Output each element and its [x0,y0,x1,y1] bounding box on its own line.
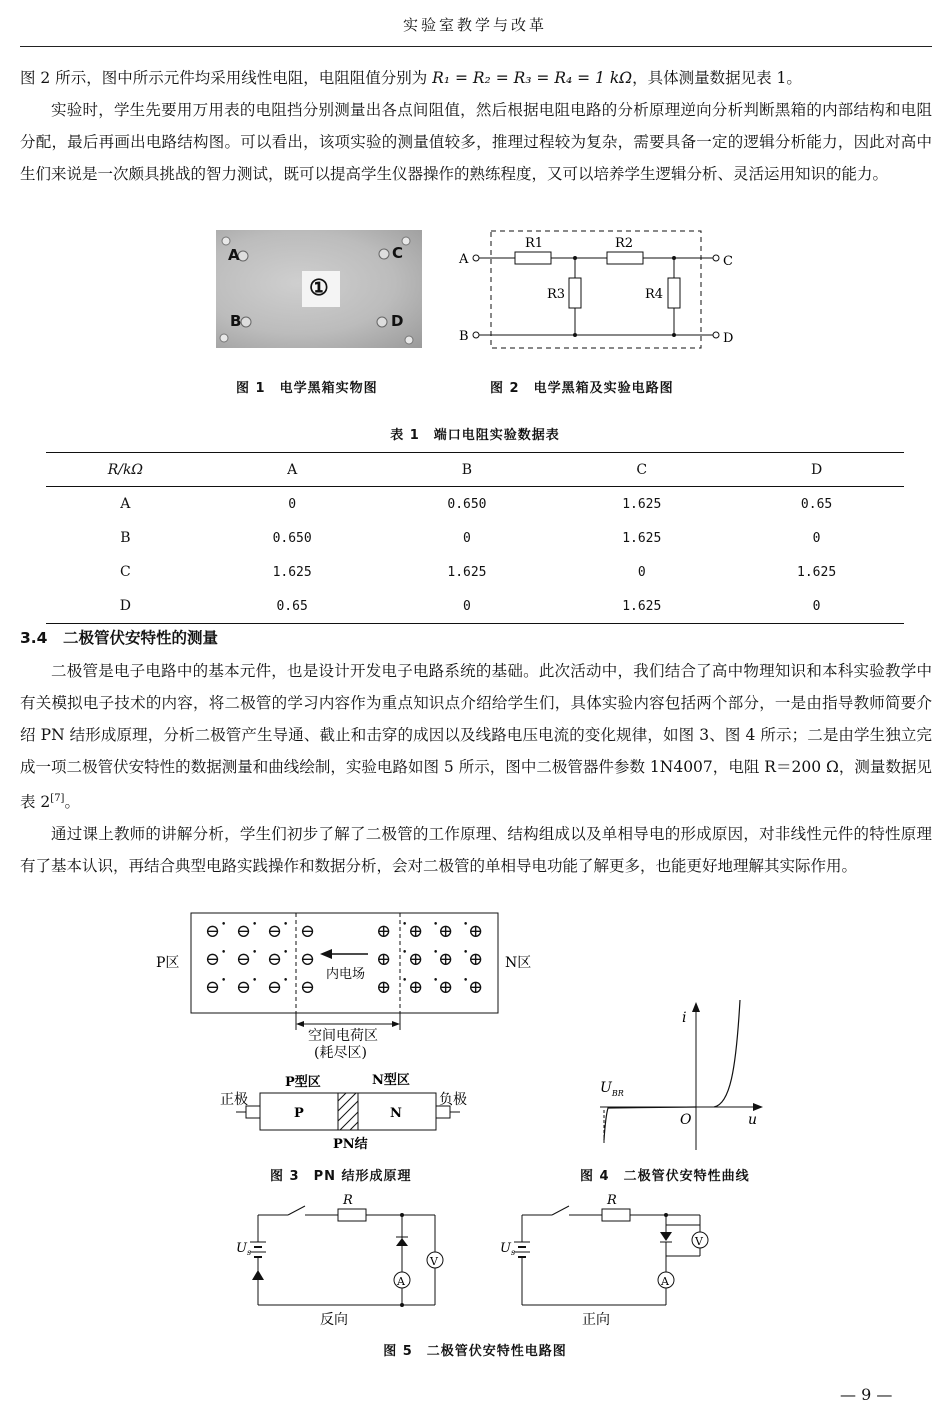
n-region-label: N区 [505,955,532,971]
section-heading: 3.4 二极管伏安特性的测量 [20,629,218,647]
diode-test-circuits [230,1190,720,1330]
svg-text:•: • [402,976,408,986]
voltmeter-symbol: V [430,1255,438,1268]
column-header: C [554,453,729,487]
figure-1-caption: 图 1 电学黑箱实物图 [236,381,378,396]
svg-text:•: • [433,948,439,958]
svg-text:•: • [221,948,227,958]
black-box-photo [216,230,422,348]
table-cell: 1.625 [622,530,662,546]
depletion-label: (耗尽区) [314,1045,367,1061]
header-rule [20,46,932,47]
svg-text:⊖: ⊖ [300,921,316,942]
table-cell: 1.625 [554,589,729,624]
running-header: 实验室教学与改革 [402,16,547,34]
table-cell: 0.650 [272,530,312,546]
resistor-label: R [343,1193,353,1208]
svg-text:•: • [463,920,469,930]
section-paragraph-2: 通过课上教师的讲解分析，学生们初步了解了二极管的工作原理、结构组成以及单相导电的形成原因，对非线性元件的特性原理有了基本认识，再结合典型电路实践操作和数据分析，会对二极管的单相导电功能了解更多，也能更好地理解其实际作用。 [20,825,932,876]
node-a-label: A [459,252,469,267]
r1-label: R1 [525,236,544,251]
figure-4-caption: 图 4 二极管伏安特性曲线 [580,1169,750,1184]
photo-label-a: A [228,246,240,264]
p-type-label: P型区 [285,1075,321,1090]
citation-ref: [7] [50,793,65,804]
svg-text:⊖: ⊖ [236,977,252,998]
table-cell: 0.650 [447,496,487,512]
svg-text:⊕: ⊕ [438,921,454,942]
photo-label-d: D [391,312,404,330]
photo-label-b: B [230,312,242,330]
svg-text:•: • [433,976,439,986]
resistor-label: R [607,1193,617,1208]
svg-text:•: • [283,948,289,958]
iv-curve-figure [590,1000,790,1155]
table-row [46,555,904,589]
svg-text:⊖: ⊖ [205,977,221,998]
source-label: $U_s$ [500,1241,516,1257]
reverse-label: 反向 [320,1312,348,1328]
svg-text:⊕: ⊕ [408,921,424,942]
figure-2-caption: 图 2 电学黑箱及实验电路图 [490,381,674,396]
svg-text:⊕: ⊕ [438,949,454,970]
row-label: D [46,589,205,624]
svg-text:•: • [252,976,258,986]
ammeter-symbol: A [661,1275,669,1288]
svg-text:⊖: ⊖ [205,949,221,970]
svg-text:•: • [252,948,258,958]
svg-text:⊕: ⊕ [468,921,484,942]
table-cell: 0 [380,589,555,624]
black-box-circuit [455,225,740,355]
cathode-label: 负极 [439,1092,467,1108]
table-cell: 0 [288,496,297,512]
svg-text:•: • [463,976,469,986]
node-d-label: D [723,331,734,346]
node-b-label: B [459,329,469,344]
r3-label: R3 [547,287,566,302]
n-block-label: N [390,1106,402,1121]
resistance-formula: R₁ = R₂ = R₃ = R₄ = 1 kΩ [432,69,633,87]
table-row [46,521,904,555]
page-number: — 9 — [840,1385,893,1404]
r4-label: R4 [645,287,664,302]
svg-text:⊖: ⊖ [300,977,316,998]
p-region-label: P区 [156,955,180,971]
table-corner-header: R/kΩ [46,453,205,487]
svg-text:•: • [283,976,289,986]
intro-paragraph-1: 图 2 所示，图中所示元件均采用线性电阻，电阻阻值分别为 R₁ = R₂ = R₃ = R₄ = 1 kΩ，具体测量数据见表 1。 [20,69,802,87]
svg-text:⊕: ⊕ [376,949,392,970]
table-header-row [46,453,904,487]
column-header: A [205,453,380,487]
table-1-caption: 表 1 端口电阻实验数据表 [390,428,560,443]
node-c-label: C [723,254,733,269]
space-charge-label: 空间电荷区 [308,1028,378,1044]
svg-text:•: • [433,920,439,930]
table-cell: 1.625 [622,496,662,512]
pn-junction-label: PN结 [333,1137,368,1152]
table-cell: 0 [637,564,646,580]
section-34-text [20,655,932,882]
svg-text:•: • [221,976,227,986]
intro-paragraph-2: 实验时，学生先要用万用表的电阻挡分别测量出各点间阻值，然后根据电阻电路的分析原理逆向分析判断黑箱的内部结构和电阻分配，最后再画出电路结构图。可以看出，该项实验的测量值较多，推理过程较为复杂，需要具备一定的逻辑分析能力，因此对高中生们来说是一次颇具挑战的智力测试，既可以提高学生仪器操作的熟练程度，又可以培养学生逻辑分析、灵活运用知识的能力。 [20,101,932,183]
column-header: D [729,453,904,487]
svg-text:⊕: ⊕ [468,949,484,970]
svg-text:⊕: ⊕ [468,977,484,998]
figure-3-caption: 图 3 PN 结形成原理 [270,1169,412,1184]
section-paragraph-1: 二极管是电子电路中的基本元件，也是设计开发电子电路系统的基础。此次活动中，我们结合了高中物理知识和本科实验教学中有关模拟电子技术的内容，将二极管的学习内容作为重点知识点介绍给学生们，具体实验内容包括两个部分，一是由指导教师简要介绍 PN 结形成原理，分析二极管产生导通、截止和击穿的成因以及线路电压电流的变化规律，如图 3、图 4 所示；二是由学生独立完成一项二极管伏安特性的数据测量和曲线绘制，实验电路如图 5 所示，图中二极管器件参数 1N4007，电阻 R＝200 Ω，测量数据见表 2[7]。 [20,662,932,812]
svg-text:•: • [221,920,227,930]
svg-text:⊕: ⊕ [376,921,392,942]
r2-label: R2 [615,236,634,251]
row-label: A [120,496,131,512]
table-cell: 0 [812,530,821,546]
table-cell: 1.625 [797,564,837,580]
svg-text:•: • [402,920,408,930]
table-row [46,487,904,522]
row-label: B [120,530,131,546]
svg-text:⊖: ⊖ [236,921,252,942]
n-type-label: N型区 [372,1073,410,1088]
figure-5-caption: 图 5 二极管伏安特性电路图 [383,1344,567,1359]
svg-text:•: • [402,948,408,958]
svg-text:•: • [252,920,258,930]
column-header: B [380,453,555,487]
photo-label-c: C [392,244,404,262]
resistance-table [46,452,904,624]
photo-center-label: ① [309,275,329,301]
table-cell: 1.625 [272,564,312,580]
svg-text:⊕: ⊕ [408,949,424,970]
reverse-circuit [236,1193,443,1328]
anode-label: 正极 [220,1092,248,1108]
table-row [46,589,904,624]
voltage-axis-label: u [748,1112,758,1128]
voltmeter-symbol: V [695,1235,703,1248]
internal-field-label: 内电场 [326,967,366,982]
breakdown-voltage-label: $U_{BR}$ [600,1080,624,1098]
origin-label: O [680,1112,692,1128]
forward-circuit [500,1193,708,1328]
row-label: C [120,564,131,580]
svg-text:⊖: ⊖ [205,921,221,942]
pn-junction-figure [150,905,560,1160]
svg-text:⊖: ⊖ [267,949,283,970]
source-label: $U_s$ [236,1241,252,1257]
table-cell: 0.65 [800,496,833,512]
p-block-label: P [294,1106,304,1121]
svg-text:⊕: ⊕ [408,977,424,998]
svg-text:⊖: ⊖ [300,949,316,970]
svg-text:⊕: ⊕ [438,977,454,998]
svg-text:⊖: ⊖ [236,949,252,970]
intro-text [20,62,932,190]
forward-label: 正向 [582,1312,610,1328]
svg-text:⊖: ⊖ [267,977,283,998]
svg-text:•: • [463,948,469,958]
table-cell: 1.625 [447,564,487,580]
svg-text:⊖: ⊖ [267,921,283,942]
table-cell: 0 [729,589,904,624]
table-cell: 0 [463,530,471,546]
current-axis-label: i [682,1010,687,1026]
ammeter-symbol: A [397,1275,405,1288]
svg-text:⊕: ⊕ [376,977,392,998]
svg-text:•: • [283,920,289,930]
table-cell: 0.65 [205,589,380,624]
